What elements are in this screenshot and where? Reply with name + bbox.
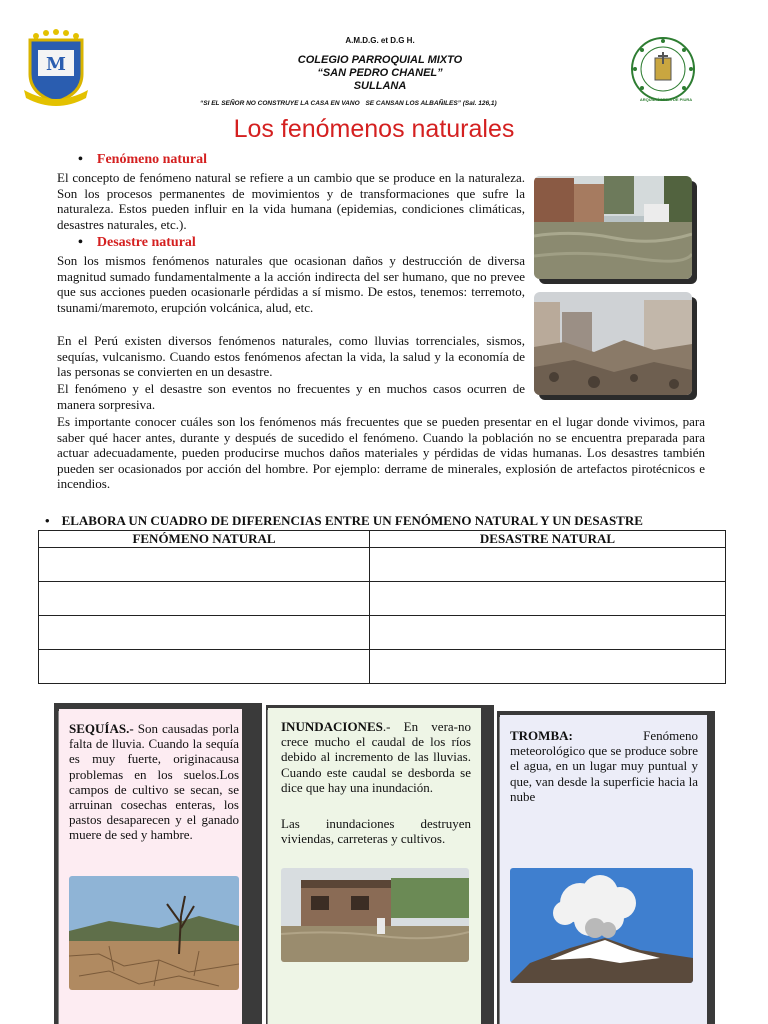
school-name-line2: “SAN PEDRO CHANEL” [317,67,443,79]
sequias-body: Son causadas porla falta de lluvia. Cuando la sequía es muy fuerte, originacausa problemas en los suelos.Los campos de cultivo se secan, se arruinan cosechas enteras, los pastos desaparecen y el ganado muere de sed y hambre. [69,721,239,843]
differences-table [38,530,726,684]
tromba-title: TROMBA: [510,728,573,743]
motto-top: A.M.D.G. et D.G H. [345,36,415,45]
page-title: Los fenómenos naturales [233,115,515,143]
card-inundaciones [268,708,481,1024]
section2-heading: Desastre natural [96,235,196,250]
answer-cell-desastre[interactable] [370,616,726,650]
school-crest-left [20,28,92,106]
section-heading-desastre: • Desastre natural [78,235,196,250]
answer-cell-fenomeno[interactable] [39,548,370,582]
answer-cell-fenomeno[interactable] [39,582,370,616]
section2-text3: El fenómeno y el desastre son eventos no frecuentes y en muchos casos ocurren de manera sorpresiva. [57,381,525,412]
answer-cell-desastre[interactable] [370,548,726,582]
volcano-photo [510,868,693,983]
section2-text2: En el Perú existen diversos fenómenos naturales, como lluvias torrenciales, sismos, sequías, vulcanismo. Cuando estos fenómenos afectan la vida, la salud y la economía de las personas se convierten en un desastre. [57,333,525,380]
section2-text1: Son los mismos fenómenos naturales que ocasionan daños y destrucción de diversa magnitud sumado fundamentalmente a la acción indirecta del ser humano, que no prevee que sus acciones pueden ocasionarle pérdidas a sí mismo. De estos, tenemos: terremoto, tsunami/maremoto, erupción volcánica, alud, etc. [57,253,525,315]
inundaciones-body: .- En vera-no crece mucho el caudal de los ríos debido al incremento de las lluvias. Cuando este caudal se desborda se dice que hay una inundación. [281,719,471,795]
activity-bullet: • [45,513,50,528]
activity-instruction [45,513,745,529]
archdiocese-seal-label: ARQUIDIÓCESIS DE PIURA [639,97,693,102]
activity-instruction-text: ELABORA UN CUADRO DE DIFERENCIAS ENTRE UN FENÓMENO NATURAL Y UN DESASTRE [61,513,643,528]
sequias-text [69,721,239,843]
col-header-fenomeno: FENÓMENO NATURAL [39,531,370,548]
section1-text: El concepto de fenómeno natural se refiere a un cambio que se produce en la naturaleza. Son los procesos permanentes de movimientos y de transformaciones que sufre la naturaleza. Estos pueden influir en la vida humana (epidemias, condiciones climáticas, desastres naturales, etc.). [57,170,525,232]
tromba-body: Fenómeno meteorológico que se produce sobre el agua, en un lugar muy puntual y que, van desde la superficie hacia la nube [510,728,698,804]
school-name-line3: SULLANA [353,80,407,92]
answer-cell-fenomeno[interactable] [39,616,370,650]
inundaciones-title: INUNDACIONES [281,719,383,734]
tromba-text [510,728,698,804]
header-quote [200,100,570,107]
table-row [39,582,726,616]
table-row [39,650,726,684]
flood-street-photo [534,176,692,279]
sequias-title: SEQUÍAS.- [69,721,134,736]
table-row [39,616,726,650]
inundaciones-text [281,719,471,795]
earthquake-rubble-photo [534,292,692,395]
section1-heading: Fenómeno natural [96,152,207,167]
answer-cell-fenomeno[interactable] [39,650,370,684]
answer-cell-desastre[interactable] [370,582,726,616]
archdiocese-seal-right [627,36,701,106]
section2-text4: Es importante conocer cuáles son los fenómenos más frecuentes que se pueden presentar en el lugar donde vivimos, para saber qué hacer antes, durante y después de sucedido el fenómeno. Cuando la población no se encuentra preparada para actuar adecuadamente, pueden producirse muchos daños materiales y pérdidas de vidas humanas. Los desastres también pueden ser ocasionados por acción del hombre. Por ejemplo: derrame de minerales, explosión de artefactos pirotécnicos e incendios. [57,414,705,492]
drought-photo [69,876,239,990]
table-row [39,548,726,582]
col-header-desastre: DESASTRE NATURAL [370,531,726,548]
card-tromba [500,715,707,1024]
school-name-line1: COLEGIO PARROQUIAL MIXTO [297,54,463,66]
card-sequias [59,709,242,1024]
answer-cell-desastre[interactable] [370,650,726,684]
flood-house-photo [281,868,469,962]
quote-part2: SE CANSAN LOS ALBAÑILES” (Sal. 126,1) [365,100,497,107]
svg-text:M: M [46,54,66,75]
table-header-row [39,531,726,548]
inundaciones-text2: Las inundaciones destruyen viviendas, carreteras y cultivos. [281,816,471,847]
section-heading-fenomeno: • Fenómeno natural [78,152,207,167]
quote-part1: “SI EL SEÑOR NO CONSTRUYE LA CASA EN VANO [200,100,360,107]
